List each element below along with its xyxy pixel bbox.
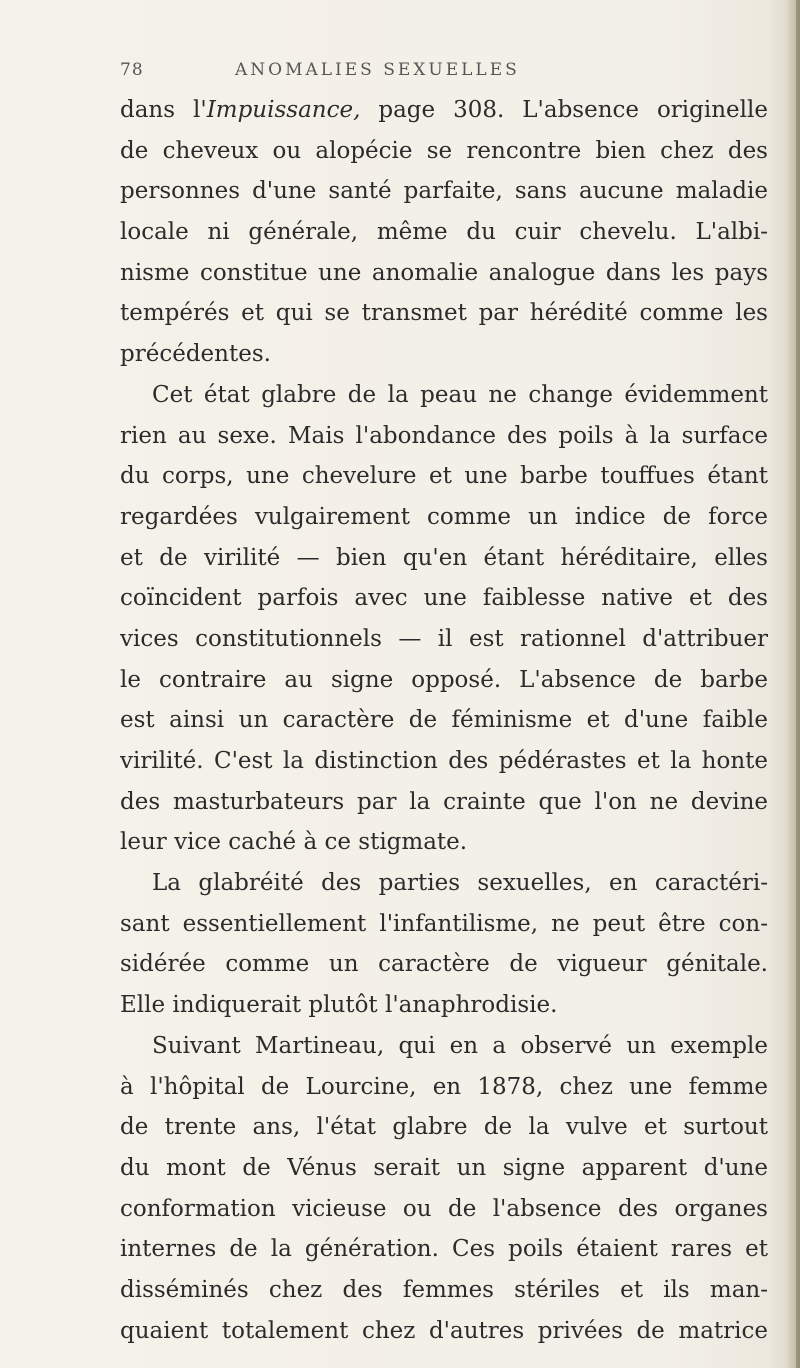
paragraph-start: La glabréité des parties sexuelles, en caractéri-: [152, 870, 768, 897]
text-line: coïncident parfois avec une faiblesse native et des: [120, 585, 768, 612]
text-line: sant essentiellement l'infantilisme, ne peut être con-: [120, 910, 768, 937]
text-line: vices constitutionnels — il est rationnel d'attribuer: [120, 625, 768, 652]
text-line: virilité. C'est la distinction des pédérastes et la honte: [120, 748, 768, 774]
text-line: des masturbateurs par la crainte que l'on ne devine: [120, 788, 768, 815]
text-line: du corps, une chevelure et une barbe touffues étant: [120, 463, 768, 490]
text-line: dans l'Impuissance, page 308. L'absence originelle: [120, 97, 768, 123]
text-line: de trente ans, l'état glabre de la vulve et surtout: [120, 1114, 768, 1141]
text-line: et de virilité — bien qu'en étant héréditaire, elles: [120, 544, 768, 571]
body-text: [120, 90, 768, 1351]
text-line: conformation vicieuse ou de l'absence des organes: [120, 1195, 768, 1222]
text-line: précédentes.: [120, 341, 271, 368]
text-line: est ainsi un caractère de féminisme et d'une faible: [120, 707, 768, 734]
text-line: disséminés chez des femmes stériles et ils man-: [120, 1276, 768, 1303]
text-line: à l'hôpital de Lourcine, en 1878, chez une femme: [120, 1073, 768, 1100]
text-line: sidérée comme un caractère de vigueur génitale.: [120, 951, 768, 978]
page-number: 78: [120, 60, 144, 80]
text-line: internes de la génération. Ces poils étaient rares et: [120, 1236, 768, 1263]
text-line: personnes d'une santé parfaite, sans aucune maladie: [120, 178, 768, 205]
text-line: regardées vulgairement comme un indice de force: [120, 503, 768, 530]
text-line: Elle indiquerait plutôt l'anaphrodisie.: [120, 992, 558, 1019]
paragraph-start: Cet état glabre de la peau ne change évidemment: [152, 381, 768, 408]
text-line: de cheveux ou alopécie se rencontre bien chez des: [120, 137, 768, 164]
page-edge: [796, 0, 800, 1368]
text-line: le contraire au signe opposé. L'absence de barbe: [120, 666, 768, 693]
text-line: locale ni générale, même du cuir chevelu. L'albi-: [120, 219, 768, 246]
text-line: leur vice caché à ce stigmate.: [120, 829, 468, 856]
text-line: rien au sexe. Mais l'abondance des poils à la surface: [120, 422, 768, 449]
italic-title: Impuissance,: [206, 97, 361, 123]
running-head: ANOMALIES SEXUELLES: [235, 60, 520, 80]
text-line: du mont de Vénus serait un signe apparent d'une: [120, 1154, 768, 1181]
paragraph-start: Suivant Martineau, qui en a observé un exemple: [152, 1032, 768, 1059]
text-line: tempérés et qui se transmet par hérédité comme les: [120, 300, 768, 327]
text-line: quaient totalement chez d'autres privées de matrice: [120, 1317, 768, 1344]
page-header: [120, 60, 770, 84]
text-line: nisme constitue une anomalie analogue dans les pays: [120, 259, 768, 286]
